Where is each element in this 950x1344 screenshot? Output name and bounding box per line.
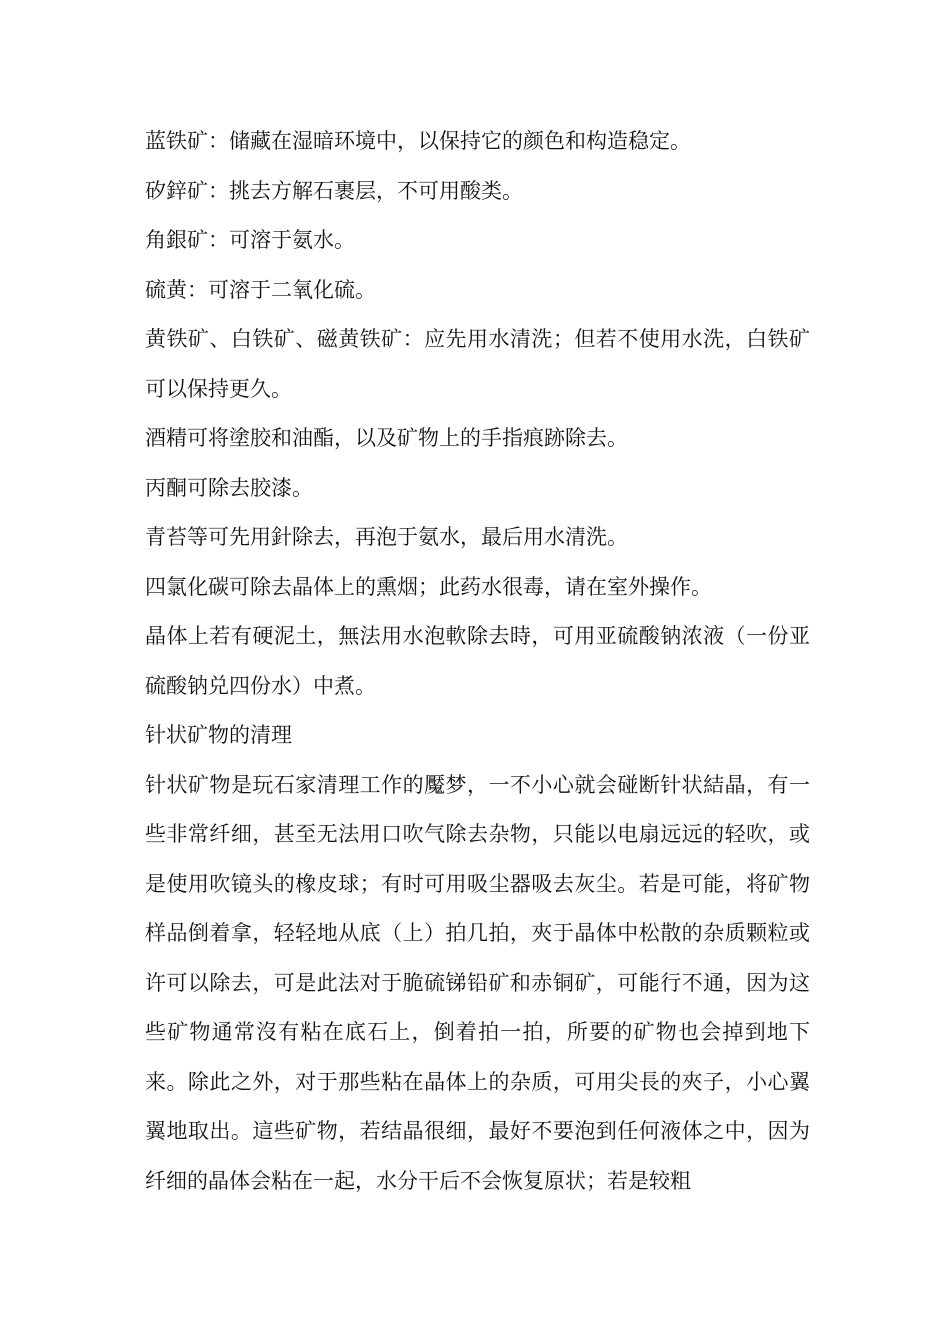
paragraph-sulfur: 硫黄：可溶于二氧化硫。	[145, 277, 376, 302]
paragraph-pyrite: 黄铁矿、白铁矿、磁黄铁矿：应先用水清洗；但若不使用水洗，白铁矿可以保持更久。	[145, 327, 810, 401]
paragraph-needle-minerals: 针状矿物是玩石家清理工作的魘梦，一不小心就会碰断针状結晶，有一些非常纤细，甚至无法用口吹气除去杂物，只能以电扇远远的轻吹，或是使用吹镜头的橡皮球；有时可用吸尘器吸去灰尘。若是可能，将矿物样品倒着拿，轻轻地从底（上）拍几拍，夾于晶体中松散的杂质颗粒或许可以除去，可是此法对于脆硫锑铅矿和赤铜矿，可能行不通，因为这些矿物通常沒有粘在底石上，倒着拍一拍，所要的矿物也会掉到地下来。除此之外，对于那些粘在晶体上的杂质，可用尖長的夾子，小心翼翼地取出。這些矿物，若结晶很细，最好不要泡到任何液体之中，因为纤细的晶体会粘在一起，水分干后不会恢复原状；若是较粗	[145, 772, 810, 1193]
paragraph-acetone: 丙酮可除去胶漆。	[145, 475, 313, 500]
paragraph-blue-iron-ore: 蓝铁矿：储藏在湿暗环境中，以保持它的颜色和构造稳定。	[145, 129, 691, 153]
section-heading-needle-minerals: 针状矿物的清理	[145, 723, 292, 747]
paragraph-chlorargyrite: 角銀矿：可溶于氨水。	[145, 228, 355, 252]
paragraph-hard-mud: 晶体上若有硬泥土，無法用水泡軟除去時，可用亚硫酸钠浓液（一份亚硫酸钠兑四份水）中煮。	[145, 624, 810, 698]
paragraph-alcohol: 酒精可将塗胶和油酯，以及矿物上的手指痕跡除去。	[145, 426, 628, 450]
paragraph-moss: 青苔等可先用針除去，再泡于氨水，最后用水清洗。	[145, 525, 628, 549]
document-body	[145, 117, 810, 1206]
paragraph-hemimorphite: 矽鋅矿：挑去方解石裹层，不可用酸类。	[145, 178, 523, 203]
paragraph-carbon-tetrachloride: 四氯化碳可除去晶体上的熏烟；此药水很毒，请在室外操作。	[145, 574, 712, 599]
